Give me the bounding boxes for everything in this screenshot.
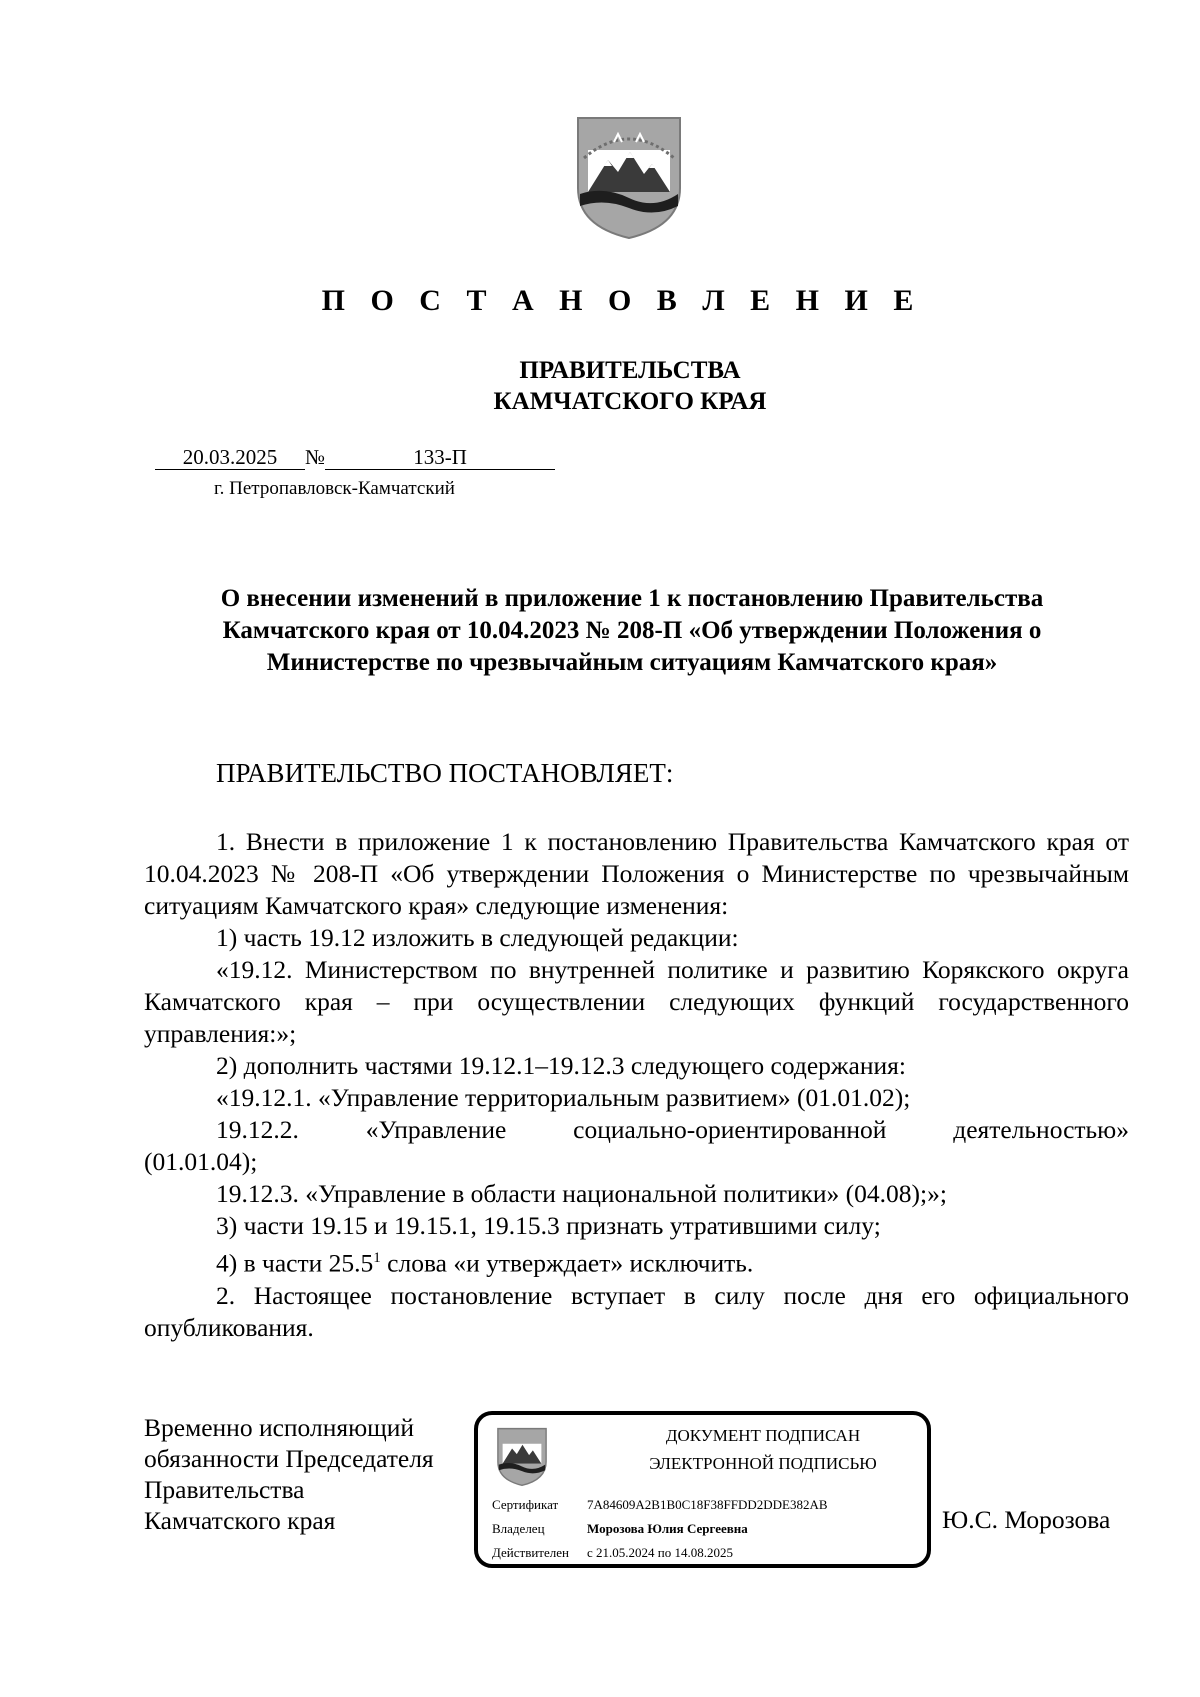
paragraph-6-word: деятельностью» <box>953 1115 1129 1144</box>
paragraph-9-text: 4) в части 25.5 <box>216 1248 374 1278</box>
paragraph-5: «19.12.1. «Управление территориальным развитием» (01.01.02); <box>216 1083 911 1112</box>
stamp-validity-row <box>492 1545 733 1561</box>
paragraph-10: 2. Настоящее постановление вступает в силу после дня его официального опубликования. <box>144 1280 1129 1342</box>
document-date: 20.03.2025 <box>155 445 305 470</box>
date-number-row <box>155 445 555 470</box>
signatory-line-3: Правительства <box>144 1475 305 1504</box>
owner-label: Владелец <box>492 1521 545 1536</box>
signatory-line-4: Камчатского края <box>144 1506 336 1535</box>
city-label: г. Петропавловск-Камчатский <box>214 478 455 499</box>
paragraph-6-word: социально-ориентированной <box>573 1115 887 1144</box>
paragraph-4: 2) дополнить частями 19.12.1–19.12.3 следующего содержания: <box>216 1051 906 1080</box>
paragraph-9-text-end: слова «и утверждает» исключить. <box>380 1248 754 1278</box>
paragraph-2: 1) часть 19.12 изложить в следующей редакции: <box>216 923 739 952</box>
paragraph-6-word: «Управление <box>365 1115 507 1144</box>
stamp-heading-1: ДОКУМЕНТ ПОДПИСАН <box>665 1426 861 1445</box>
validity-label: Действителен <box>492 1545 569 1560</box>
paragraph-9 <box>144 1242 1129 1280</box>
certificate-label: Сертификат <box>492 1497 559 1512</box>
stamp-certificate-row <box>492 1497 828 1513</box>
stamp-owner-row <box>492 1521 748 1537</box>
issuer-line-2: КАМЧАТСКОГО КРАЯ <box>493 388 767 415</box>
stamp-heading-2: ЭЛЕКТРОННОЙ ПОДПИСЬЮ <box>649 1454 877 1473</box>
document-title: П О С Т А Н О В Л Е Н И Е <box>321 284 923 317</box>
document-number: 133-П <box>325 445 555 470</box>
electronic-signature-stamp <box>474 1411 931 1568</box>
certificate-value: 7A84609A2B1B0C18F38FFDD2DDE382AB <box>587 1497 828 1512</box>
subject-line-3: Министерстве по чрезвычайным ситуациям Камчатского края» <box>266 649 998 676</box>
owner-value: Морозова Юлия Сергеевна <box>587 1521 748 1536</box>
body-text <box>144 826 1129 1344</box>
document-subject <box>135 583 1129 679</box>
paragraph-1: 1. Внести в приложение 1 к постановлению Правительства Камчатского края от 10.04.2023 № 208-П «Об утверждении Положения о Министерстве по чрезвычайным ситуациям Камчатского края» следующие изменения: <box>144 827 1129 920</box>
subject-line-1: О внесении изменений в приложение 1 к постановлению Правительства <box>220 585 1044 612</box>
paragraph-7: 19.12.3. «Управление в области национальной политики» (04.08);»; <box>216 1179 947 1208</box>
paragraph-6-line-1 <box>144 1114 1129 1146</box>
stamp-emblem-icon <box>496 1426 548 1488</box>
validity-value: с 21.05.2024 по 14.08.2025 <box>587 1545 733 1560</box>
signatory-title <box>144 1412 434 1536</box>
issuer-line-1: ПРАВИТЕЛЬСТВА <box>519 357 741 384</box>
signatory-name: Ю.С. Морозова <box>942 1505 1111 1534</box>
preamble: ПРАВИТЕЛЬСТВО ПОСТАНОВЛЯЕТ: <box>216 758 674 788</box>
paragraph-3: «19.12. Министерством по внутренней политике и развитию Корякского округа Камчатского края – при осуществлении следующих функций государственного управления:»; <box>144 955 1129 1048</box>
number-sign: № <box>305 445 326 469</box>
signatory-line-1: Временно исполняющий <box>144 1413 415 1442</box>
signatory-line-2: обязанности Председателя <box>144 1444 434 1473</box>
kamchatka-coat-of-arms-icon <box>574 114 684 242</box>
paragraph-6-word: 19.12.2. <box>216 1115 299 1144</box>
paragraph-6-line-2: (01.01.04); <box>144 1147 258 1176</box>
paragraph-8: 3) части 19.15 и 19.15.1, 19.15.3 признать утратившими силу; <box>216 1211 881 1240</box>
paragraph-9-superscript: 1 <box>373 1250 381 1266</box>
subject-line-2: Камчатского края от 10.04.2023 № 208-П «Об утверждении Положения о <box>222 617 1042 644</box>
